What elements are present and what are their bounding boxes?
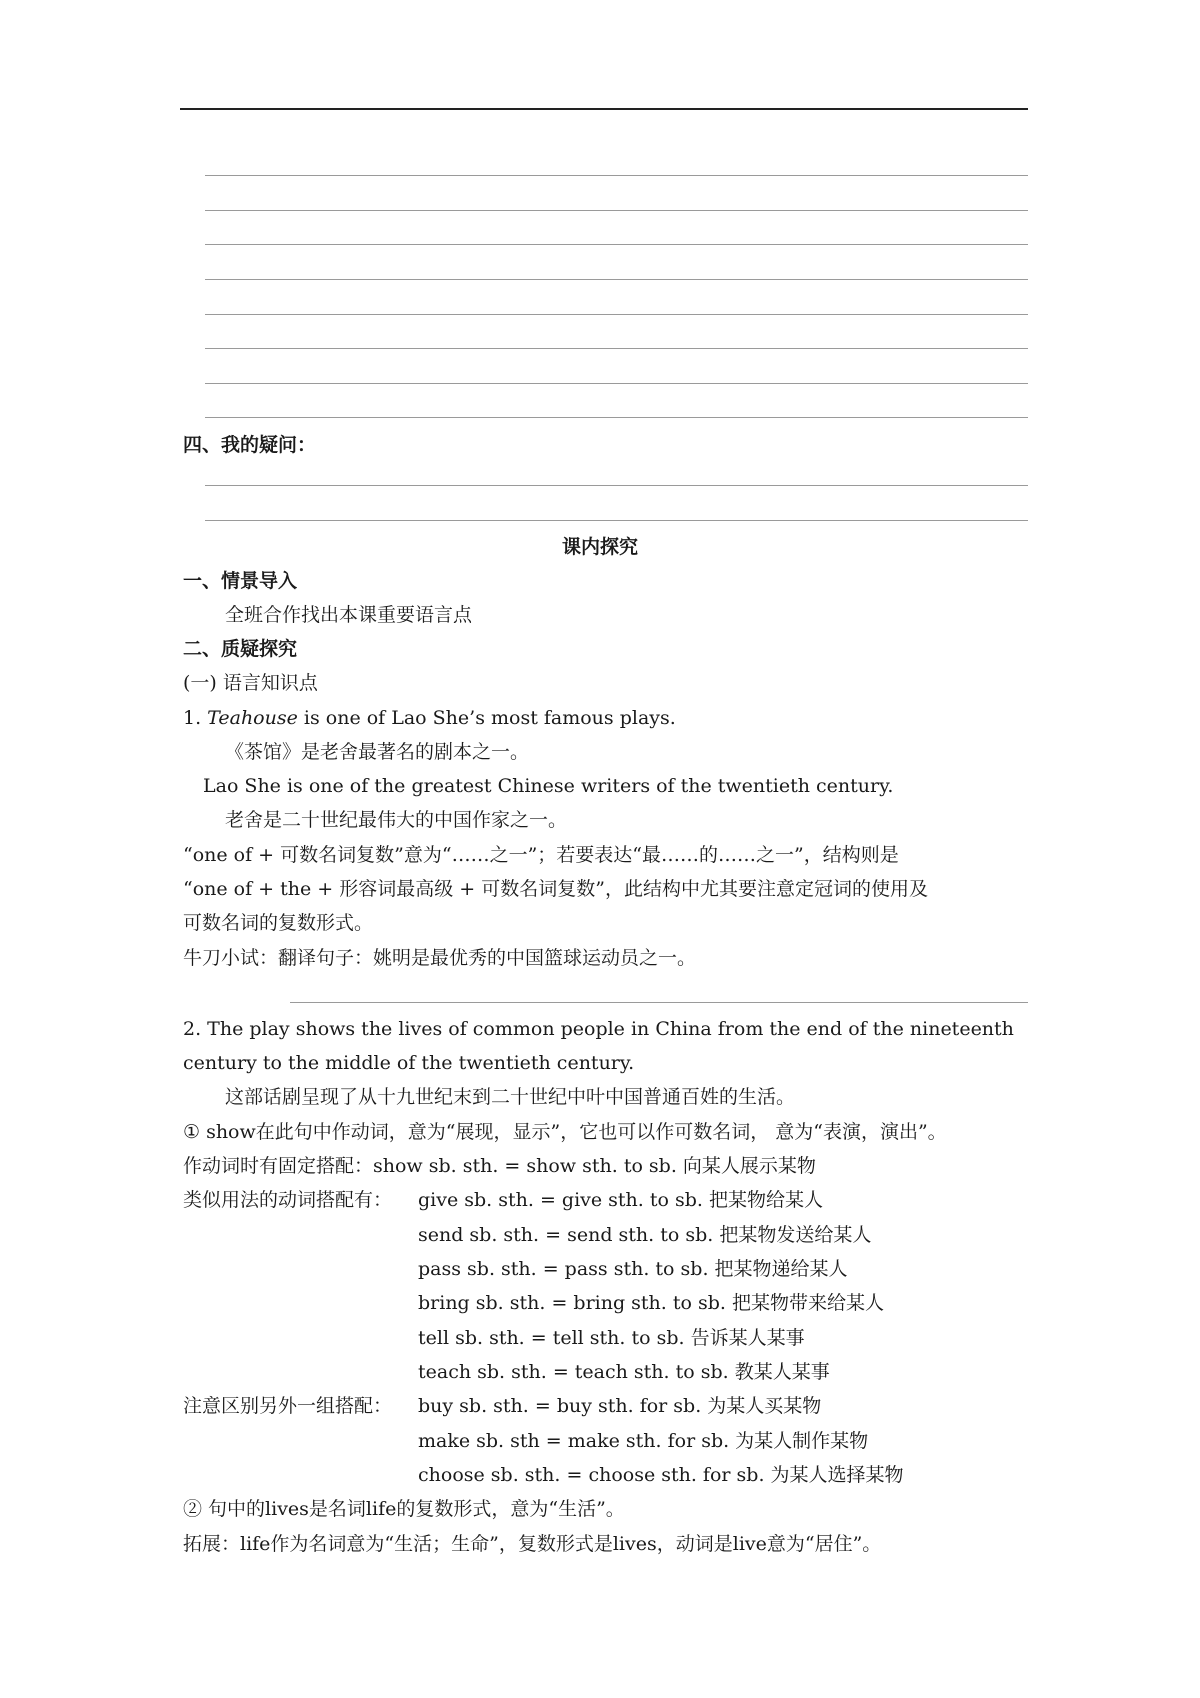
answer-line — [205, 244, 1028, 245]
similar-usage-item: bring sb. sth. = bring sth. to sb. 把某物带来给某人 — [418, 1292, 884, 1314]
answer-line — [290, 1002, 1028, 1003]
header-rule — [180, 108, 1028, 110]
point2-translation: 这部话剧呈现了从十九世纪末到二十世纪中叶中国普通百姓的生活。 — [225, 1086, 796, 1108]
similar-usage-item: send sb. sth. = send sth. to sb. 把某物发送给某人 — [418, 1224, 872, 1246]
answer-line — [205, 485, 1028, 486]
section-title-questions: 四、我的疑问： — [183, 434, 317, 456]
part2-title: 二、质疑探究 — [183, 638, 298, 660]
similar-usage-item: teach sb. sth. = teach sth. to sb. 教某人某事 — [418, 1361, 830, 1383]
part1-text: 全班合作找出本课重要语言点 — [225, 604, 473, 626]
other-usage-label: 注意区别另外一组搭配： — [183, 1395, 393, 1417]
answer-line — [205, 175, 1028, 176]
similar-usage-item: tell sb. sth. = tell sth. to sb. 告诉某人某事 — [418, 1327, 805, 1349]
answer-line — [205, 279, 1028, 280]
point1-translation-1: 《茶馆》是老舍最著名的剧本之一。 — [225, 741, 530, 763]
section-title-class-explore: 课内探究 — [561, 536, 638, 558]
answer-line — [205, 417, 1028, 418]
point2-lives-note-2: 拓展：life作为名词意为“生活；生命”，复数形式是lives，动词是live意为“居住”。 — [183, 1533, 882, 1555]
similar-usage-label: 类似用法的动词搭配有： — [183, 1189, 393, 1211]
point1-rest: is one of Lao She’s most famous plays. — [297, 707, 676, 729]
point2-lives-note-1: ② 句中的lives是名词life的复数形式，意为“生活”。 — [183, 1498, 625, 1520]
other-usage-item: choose sb. sth. = choose sth. for sb. 为某人选择某物 — [418, 1464, 904, 1486]
point2-show-note-1: ① show在此句中作动词，意为“展现，显示”，它也可以作可数名词， 意为“表演，演出”。 — [183, 1121, 947, 1143]
similar-usage-item: pass sb. sth. = pass sth. to sb. 把某物递给某人 — [418, 1258, 848, 1280]
point1-translation-2: 老舍是二十世纪最伟大的中国作家之一。 — [225, 809, 568, 831]
point1-note-line1: “one of + 可数名词复数”意为“……之一”；若要表达“最……的……之一”，结构则是 — [183, 844, 899, 866]
part1-title: 一、情景导入 — [183, 570, 298, 592]
point1-note-line3: 可数名词的复数形式。 — [183, 912, 374, 934]
point1-note-line2: “one of + the + 形容词最高级 + 可数名词复数”，此结构中尤其要注意定冠词的使用及 — [183, 878, 928, 900]
point1-trial: 牛刀小试：翻译句子：姚明是最优秀的中国篮球运动员之一。 — [183, 947, 697, 969]
other-usage-item: buy sb. sth. = buy sth. for sb. 为某人买某物 — [418, 1395, 822, 1417]
other-usage-item: make sb. sth = make sth. for sb. 为某人制作某物 — [418, 1430, 869, 1452]
point2-sentence-1: 2. The play shows the lives of common people in China from the end of the nineteenth — [183, 1018, 1014, 1040]
answer-line — [205, 314, 1028, 315]
answer-line — [205, 348, 1028, 349]
point1-number: 1. — [183, 707, 208, 729]
point1-example-2: Lao She is one of the greatest Chinese writers of the twentieth century. — [203, 775, 894, 797]
answer-line — [205, 210, 1028, 211]
similar-usage-item: give sb. sth. = give sth. to sb. 把某物给某人 — [418, 1189, 823, 1211]
point1-sentence — [183, 705, 676, 731]
teahouse-title: Teahouse — [207, 707, 298, 729]
sub-heading-language-points: (一) 语言知识点 — [183, 672, 318, 694]
point2-sentence-2: century to the middle of the twentieth century. — [183, 1052, 635, 1074]
point2-show-note-2: 作动词时有固定搭配：show sb. sth. = show sth. to sb. 向某人展示某物 — [183, 1155, 816, 1177]
answer-line — [205, 383, 1028, 384]
answer-line — [205, 520, 1028, 521]
